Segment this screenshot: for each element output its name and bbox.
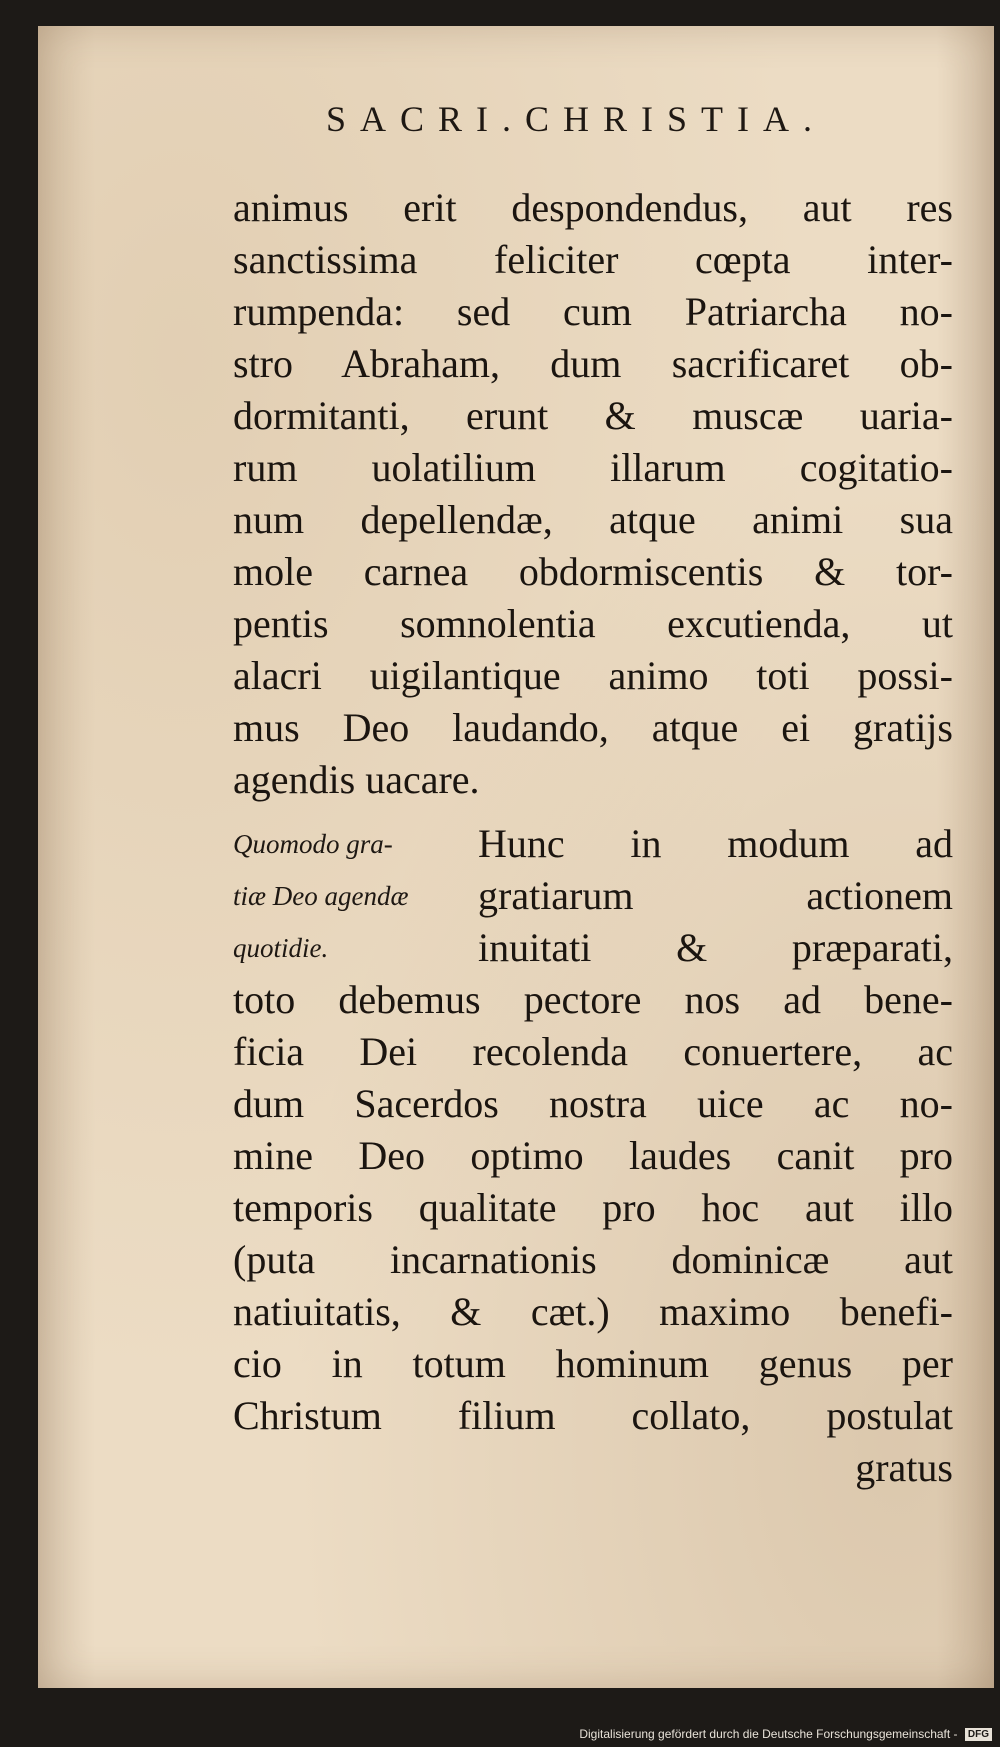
- text-line: rumpenda: sed cum Patriarcha no-: [233, 289, 953, 334]
- running-head: SACRI.CHRISTIA.: [325, 99, 827, 139]
- digitization-credit: [579, 1727, 992, 1741]
- text-line: temporis qualitate pro hoc aut illo: [233, 1185, 953, 1230]
- text-line: agendis uacare.: [233, 757, 480, 802]
- text-line: num depellendæ, atque animi sua: [233, 497, 953, 542]
- text-line: Hunc in modum ad: [478, 821, 953, 866]
- text-line: inuitati & præparati,: [478, 925, 953, 970]
- paragraph-row: [233, 870, 953, 922]
- text-line: alacri uigilantique animo toti possi-: [233, 653, 953, 698]
- text-line: animus erit despondendus, aut res: [233, 185, 953, 230]
- text-line: ficia Dei recolenda conuertere, ac: [233, 1029, 953, 1074]
- text-line: mole carnea obdormiscentis & tor-: [233, 549, 953, 594]
- text-line: mus Deo laudando, atque ei gratijs: [233, 705, 953, 750]
- credit-text: Digitalisierung gefördert durch die Deutsche Forschungsgemeinschaft -: [579, 1726, 958, 1741]
- text-line: gratiarum actionem: [478, 873, 953, 918]
- text-line: natiuitatis, & cæt.) maximo benefi-: [233, 1289, 953, 1334]
- catchword: gratus: [855, 1445, 953, 1490]
- text-line: toto debemus pectore nos ad bene-: [233, 977, 953, 1022]
- text-line: rum uolatilium illarum cogitatio-: [233, 445, 953, 490]
- text-line: sanctissima feliciter cœpta inter-: [233, 237, 953, 282]
- text-line: dormitanti, erunt & muscæ uaria-: [233, 393, 953, 438]
- text-line: cio in totum hominum genus per: [233, 1341, 953, 1386]
- text-line: pentis somnolentia excutienda, ut: [233, 601, 953, 646]
- marginal-note-line: quotidie.: [233, 933, 329, 963]
- paragraph-row: [233, 922, 953, 974]
- text-line: mine Deo optimo laudes canit pro: [233, 1133, 953, 1178]
- book-page: [38, 26, 994, 1688]
- marginal-note-line: Quomodo gra-: [233, 829, 393, 859]
- marginal-note-line: tiæ Deo agendæ: [233, 881, 409, 911]
- text-line: stro Abraham, dum sacrificaret ob-: [233, 341, 953, 386]
- text-line: (puta incarnationis dominicæ aut: [233, 1237, 953, 1282]
- text-line: dum Sacerdos nostra uice ac no-: [233, 1081, 953, 1126]
- dfg-logo: DFG: [965, 1728, 992, 1741]
- paragraph-start-row: [233, 818, 953, 870]
- text-line: Christum filium collato, postulat: [233, 1393, 953, 1438]
- main-text: [233, 182, 953, 1494]
